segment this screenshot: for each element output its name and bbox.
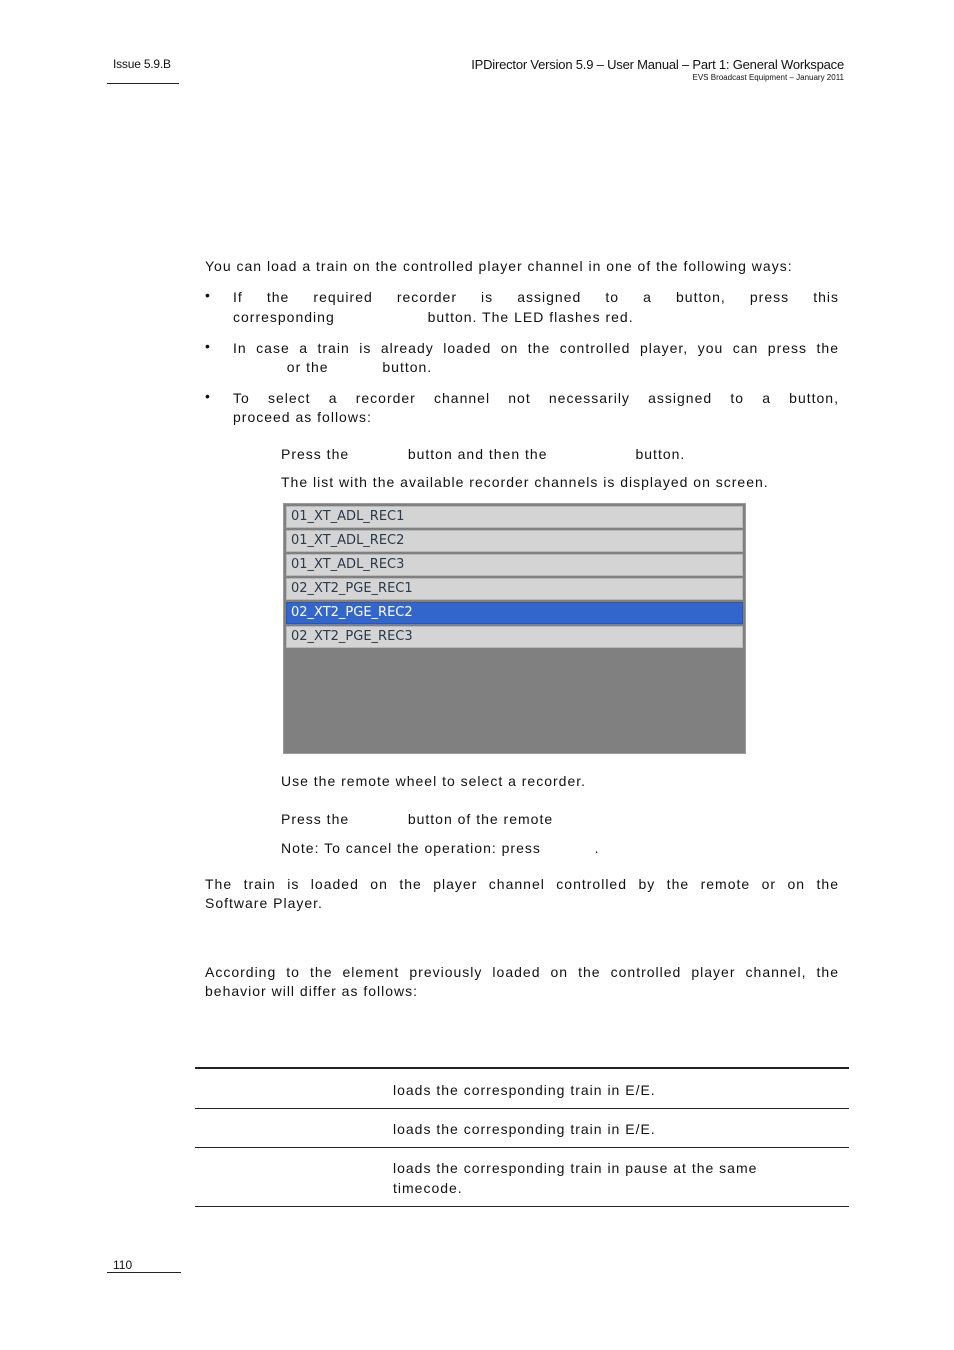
recorder-list-item-selected[interactable]: 02_XT2_PGE_REC2 (286, 602, 743, 624)
recorder-channel-list (283, 503, 746, 754)
table-cell: loads the corresponding train in pause at the same (393, 1160, 758, 1176)
step-press-remote: Press the button of the remote (281, 811, 554, 827)
header-rule (107, 83, 179, 84)
step-list-info: The list with the available recorder channels is displayed on screen. (281, 474, 769, 490)
issue-label: Issue 5.9.B (113, 57, 171, 71)
bullet-1-line-2: corresponding button. The LED flashes red. (233, 309, 634, 325)
result-line-1: The train is loaded on the player channel controlled by the remote or on the (205, 876, 839, 892)
table-row-rule (195, 1108, 849, 1109)
recorder-list-item[interactable]: 02_XT2_PGE_REC3 (286, 626, 743, 648)
table-top-rule (195, 1067, 849, 1069)
recorder-list-item[interactable]: 01_XT_ADL_REC3 (286, 554, 743, 576)
manual-title: IPDirector Version 5.9 – User Manual – Part 1: General Workspace (471, 57, 844, 72)
step-press-buttons: Press the button and then the button. (281, 446, 686, 462)
recorder-list-item[interactable]: 01_XT_ADL_REC1 (286, 506, 743, 528)
bullet-marker: • (205, 338, 210, 354)
bullet-3-line-2: proceed as follows: (233, 409, 372, 425)
bullet-2-line-2: or the button. (233, 359, 433, 375)
behavior-line-1: According to the element previously loaded on the controlled player channel, the (205, 964, 839, 980)
recorder-list-item[interactable]: 02_XT2_PGE_REC1 (286, 578, 743, 600)
intro-paragraph: You can load a train on the controlled player channel in one of the following ways: (205, 258, 793, 274)
table-row-rule (195, 1147, 849, 1148)
bullet-3-line-1: To select a recorder channel not necessarily assigned to a button, (233, 390, 839, 406)
behavior-line-2: behavior will differ as follows: (205, 983, 419, 999)
footer-rule (107, 1272, 181, 1273)
bullet-1-line-1: If the required recorder is assigned to a button, press this (233, 289, 839, 305)
result-line-2: Software Player. (205, 895, 323, 911)
recorder-list-item[interactable]: 01_XT_ADL_REC2 (286, 530, 743, 552)
table-cell-continued: timecode. (393, 1180, 463, 1196)
table-bottom-rule (195, 1206, 849, 1207)
bullet-2-line-1: In case a train is already loaded on the controlled player, you can press the (233, 340, 839, 356)
step-note: Note: To cancel the operation: press . (281, 840, 600, 856)
bullet-marker: • (205, 388, 210, 404)
step-wheel: Use the remote wheel to select a recorder. (281, 773, 587, 789)
table-cell: loads the corresponding train in E/E. (393, 1082, 656, 1098)
table-cell: loads the corresponding train in E/E. (393, 1121, 656, 1137)
page-number: 110 (113, 1258, 133, 1272)
manual-subtitle: EVS Broadcast Equipment – January 2011 (692, 73, 844, 82)
bullet-marker: • (205, 287, 210, 303)
